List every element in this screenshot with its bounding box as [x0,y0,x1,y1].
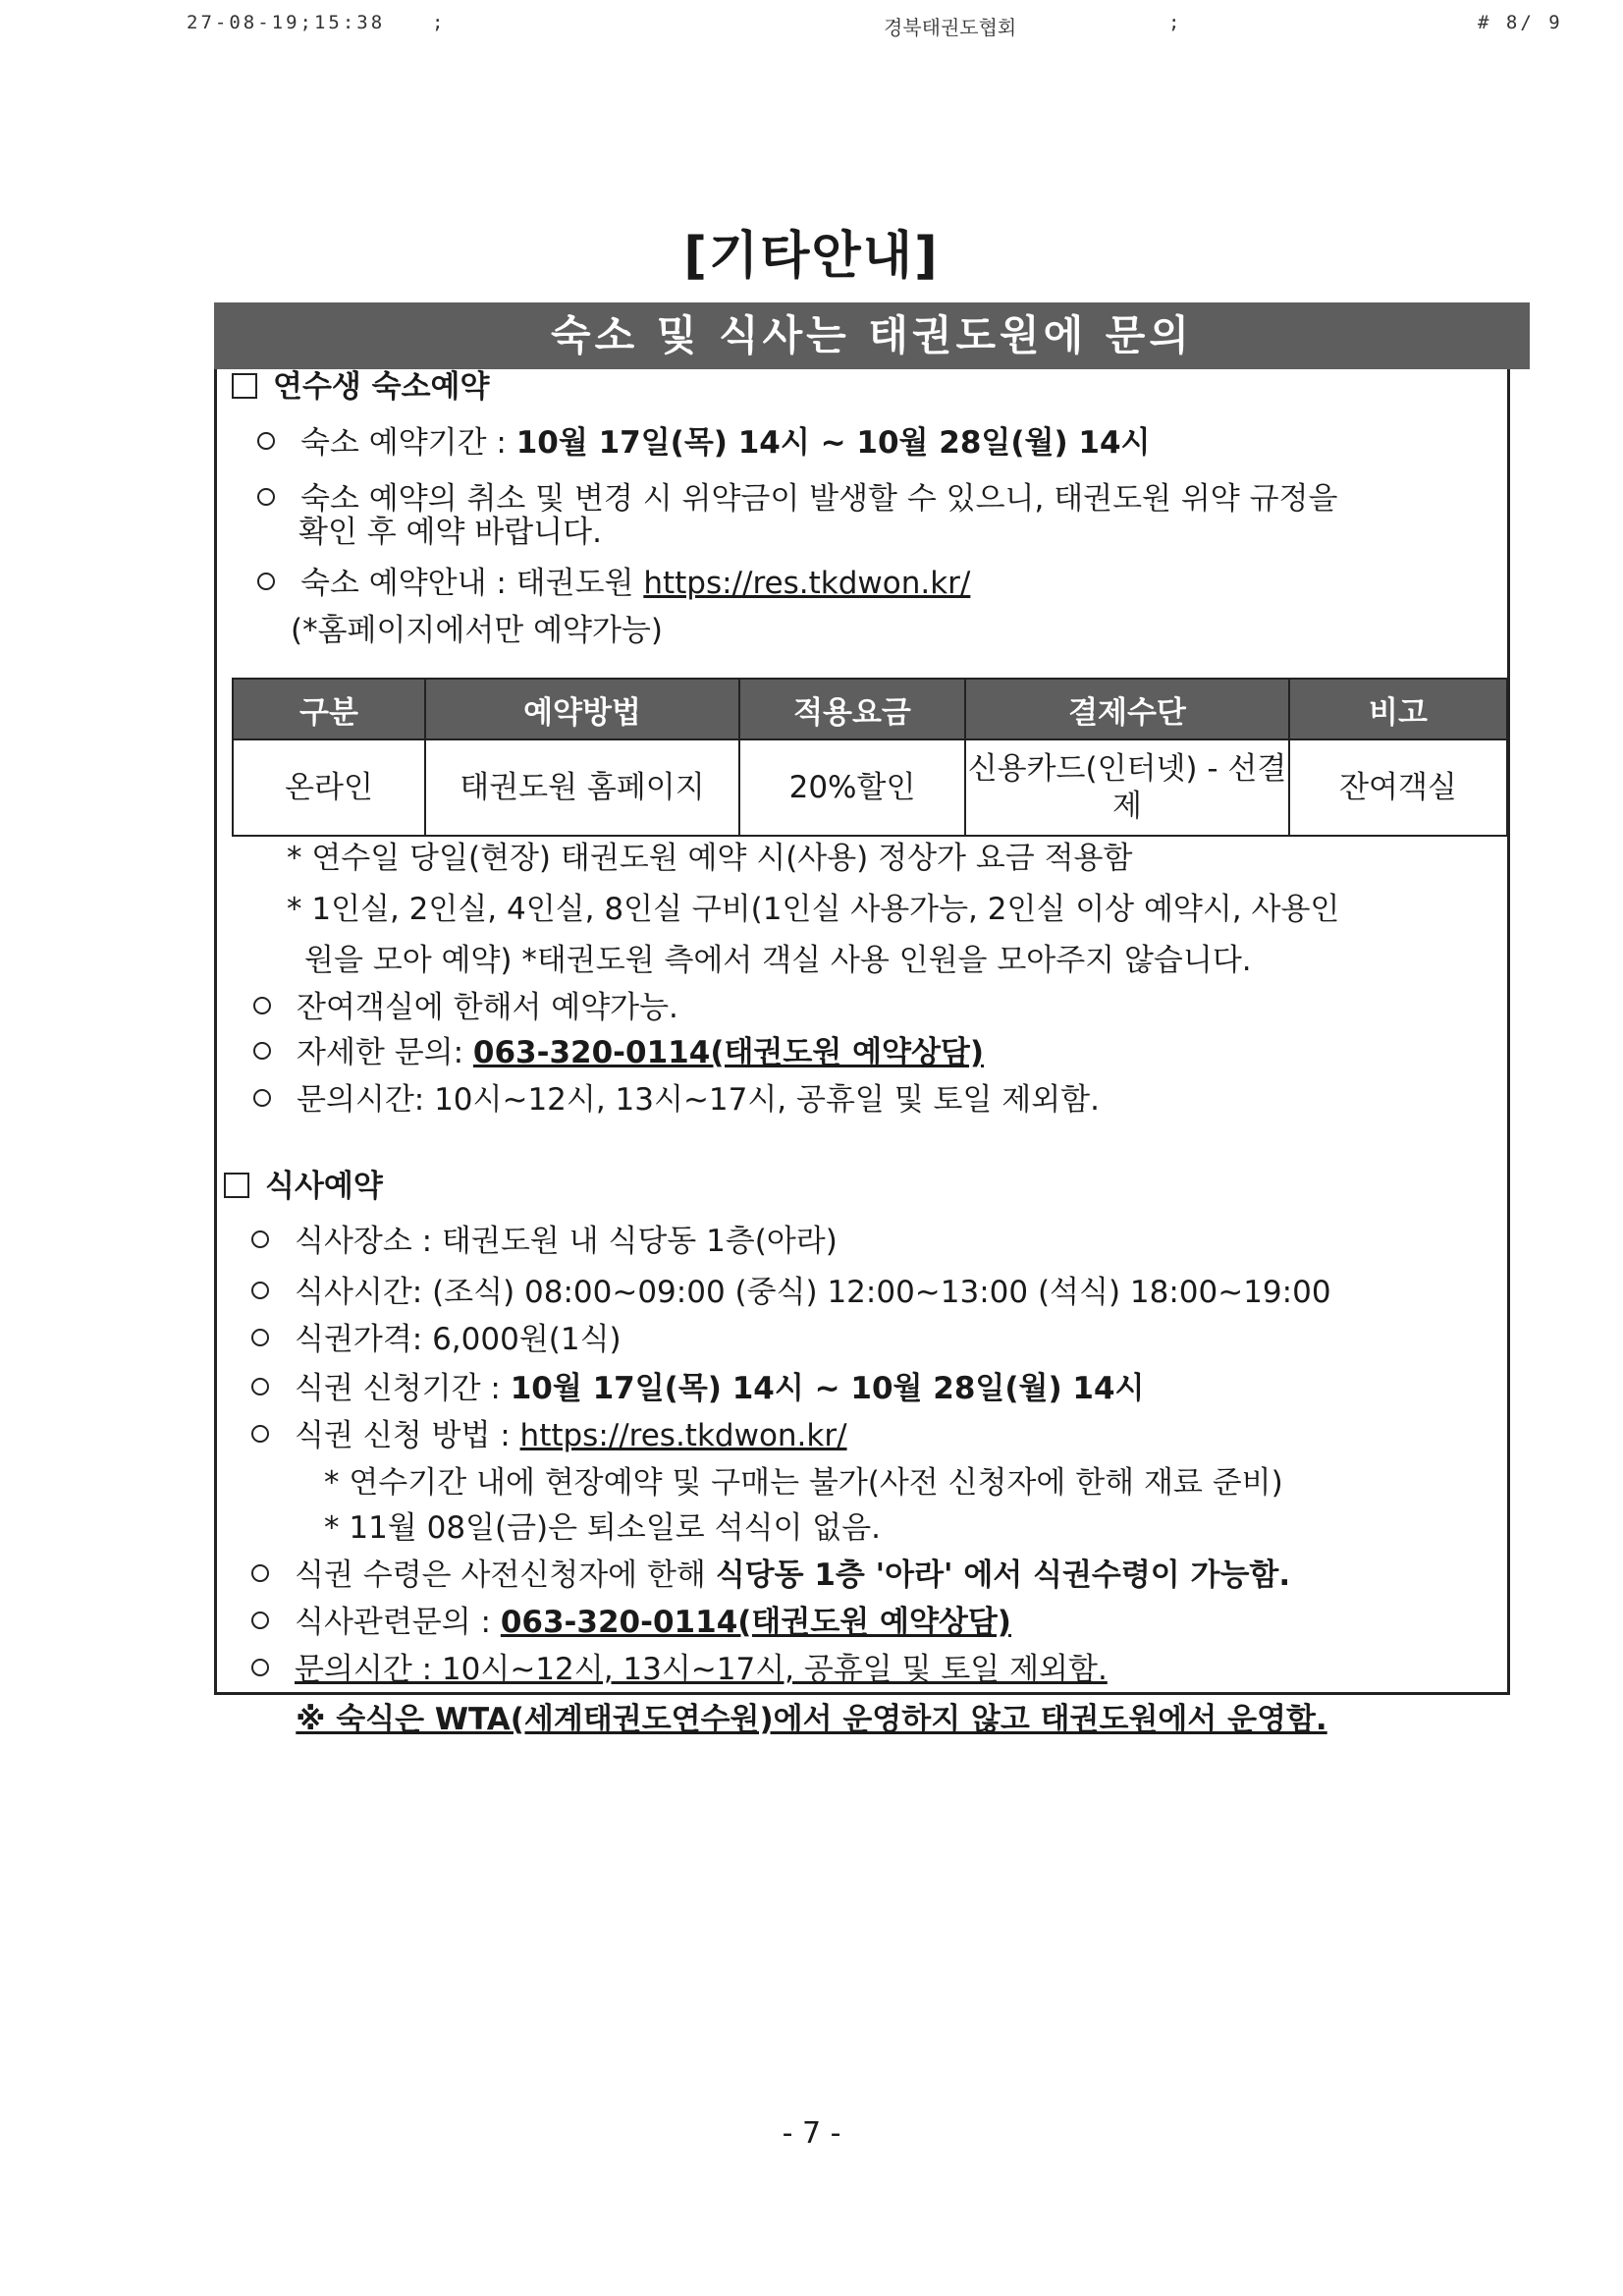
meal-period: 식권 신청기간 : 10월 17일(목) 14시 ~ 10월 28일(월) 14시 [251,1363,1145,1407]
bullet-circle-icon [253,997,271,1014]
meal-hours: 문의시간 : 10시~12시, 13시~17시, 공휴일 및 토일 제외함. [251,1644,1108,1688]
bullet-circle-icon [251,1378,269,1395]
accommodation-guide-note: (*홈페이지에서만 예약가능) [291,613,663,648]
table-cell: 잔여객실 [1289,739,1507,836]
table-cell: 온라인 [233,739,425,836]
fax-separator-2: ; [1168,12,1183,33]
bullet-circle-icon [251,1329,269,1346]
fax-sender: 경북태권도협회 [884,16,1017,39]
table-header: 비고 [1289,679,1507,739]
accommodation-period: 숙소 예약기간 : 10월 17일(목) 14시 ~ 10월 28일(월) 14시 [257,417,1151,462]
table-row [233,739,1507,836]
table-header: 예약방법 [425,679,739,739]
note-hours: 문의시간: 10시~12시, 13시~17시, 공휴일 및 토일 제외함. [253,1074,1100,1119]
bullet-circle-icon [251,1659,269,1676]
accommodation-heading: 연수생 숙소예약 [232,361,489,406]
bullet-circle-icon [251,1564,269,1582]
bullet-circle-icon [251,1230,269,1248]
box-header: 숙소 및 식사는 태권도원에 문의 [214,302,1530,369]
fax-page: # 8/ 9 [1478,12,1563,33]
bullet-circle-icon [257,432,275,450]
fax-separator: ; [432,12,447,33]
note-rooms: * 1인실, 2인실, 4인실, 8인실 구비(1인실 사용가능, 2인실 이상 예약시, 사용인 [287,892,1340,927]
meal-reservation-link[interactable]: https://res.tkdwon.kr/ [519,1418,847,1453]
meal-price: 식권가격: 6,000원(1식) [251,1314,622,1358]
bullet-circle-icon [251,1282,269,1299]
bullet-circle-icon [257,488,275,506]
bullet-circle-icon [257,573,275,590]
page-number: - 7 - [782,2116,841,2151]
meal-method: 식권 신청 방법 : https://res.tkdwon.kr/ [251,1410,847,1454]
table-cell: 신용카드(인터넷) - 선결제 [965,739,1289,836]
meal-note-checkout: * 11월 08일(금)은 퇴소일로 석식이 없음. [324,1510,882,1546]
note-inquiry: 자세한 문의: 063-320-0114(태권도원 예약상담) [253,1027,984,1071]
meal-note-onsite: * 연수기간 내에 현장예약 및 구매는 불가(사전 신청자에 한해 재료 준비) [324,1465,1283,1501]
reservation-table [232,678,1508,837]
fax-timestamp: 27-08-19;15:38 [187,12,386,33]
checkbox-square-icon [224,1173,249,1198]
operation-footnote: ※ 숙식은 WTA(세계태권도연수원)에서 운영하지 않고 태권도원에서 운영함. [296,1702,1327,1737]
meal-phone-number[interactable]: 063-320-0114(태권도원 예약상담) [500,1605,1011,1640]
bullet-circle-icon [253,1089,271,1107]
checkbox-square-icon [232,373,257,399]
accommodation-guide: 숙소 예약안내 : 태권도원 https://res.tkdwon.kr/ [257,558,970,602]
accommodation-cancel: 숙소 예약의 취소 및 변경 시 위약금이 발생할 수 있으니, 태권도원 위약 규정을 [257,473,1337,518]
meal-time: 식사시간: (조식) 08:00~09:00 (중식) 12:00~13:00 (석식) 18:00~19:00 [251,1267,1331,1311]
reservation-link[interactable]: https://res.tkdwon.kr/ [643,566,971,601]
page-title: [기타안내] [683,227,940,286]
meal-place: 식사장소 : 태권도원 내 식당동 1층(아라) [251,1216,838,1260]
note-rooms-cont: 원을 모아 예약) *태권도원 측에서 객실 사용 인원을 모아주지 않습니다. [304,943,1252,978]
meal-heading: 식사예약 [224,1161,383,1205]
note-remain: 잔여객실에 한해서 예약가능. [253,982,678,1026]
accommodation-cancel-cont: 확인 후 예약 바랍니다. [298,515,602,550]
table-header: 적용요금 [739,679,965,739]
bullet-circle-icon [251,1425,269,1443]
table-cell: 태권도원 홈페이지 [425,739,739,836]
table-cell: 20%할인 [739,739,965,836]
bullet-circle-icon [251,1612,269,1629]
meal-pickup: 식권 수령은 사전신청자에 한해 식당동 1층 '아라' 에서 식권수령이 가능함. [251,1550,1290,1594]
table-header: 결제수단 [965,679,1289,739]
table-header: 구분 [233,679,425,739]
bullet-circle-icon [253,1042,271,1060]
meal-inquiry: 식사관련문의 : 063-320-0114(태권도원 예약상담) [251,1597,1011,1641]
phone-number[interactable]: 063-320-0114(태권도원 예약상담) [472,1035,985,1070]
table-header-row [233,679,1507,739]
note-same-day: * 연수일 당일(현장) 태권도원 예약 시(사용) 정상가 요금 적용함 [287,841,1133,876]
